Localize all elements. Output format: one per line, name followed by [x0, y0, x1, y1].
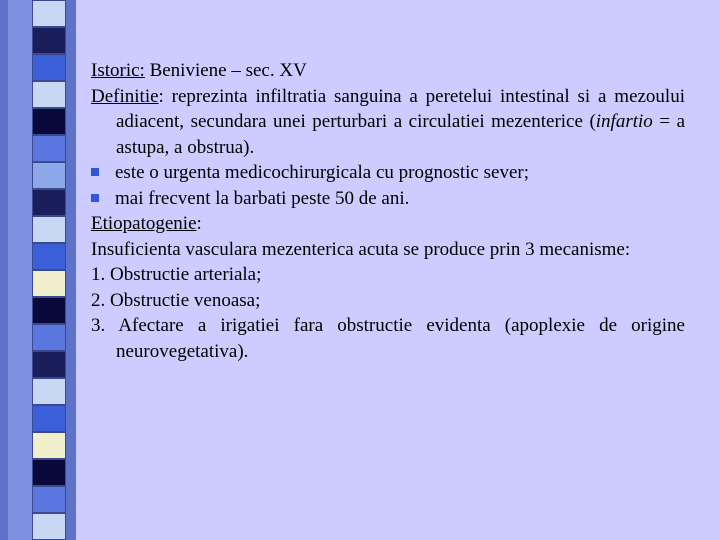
strip-block — [32, 0, 66, 27]
strip-block — [32, 162, 66, 189]
strip-block — [32, 27, 66, 54]
square-bullet-icon — [91, 168, 99, 176]
definitie-label: Definitie — [91, 85, 159, 107]
istoric-label: Istoric: — [91, 60, 145, 81]
definitie-text-end: = a astupa, a obstrua). — [116, 111, 685, 158]
slide-content — [91, 58, 685, 364]
decorative-strip — [0, 0, 76, 540]
istoric-paragraph — [91, 58, 685, 84]
etiopatogenie-heading — [91, 211, 685, 237]
definitie-text: : reprezinta infiltratia sanguina a peretelui intestinal si a mezoului adiacent, secundara unei perturbari a circulatiei mezenterice ( — [116, 85, 685, 132]
definitie-paragraph — [91, 84, 685, 161]
strip-block — [32, 513, 66, 540]
insuficienta-paragraph: Insuficienta vasculara mezenterica acuta se produce prin 3 mecanisme: — [91, 238, 631, 260]
strip-block — [32, 405, 66, 432]
strip-block — [32, 324, 66, 351]
istoric-text: Beniviene – sec. XV — [144, 60, 307, 81]
etiopatogenie-label: Etiopatogenie — [91, 213, 197, 234]
bullet-item — [91, 160, 685, 186]
definitie-italic-term: infartio — [595, 111, 653, 132]
bullet-item — [91, 186, 685, 212]
strip-block — [32, 189, 66, 216]
mechanism-item: 2. Obstructie venoasa; — [91, 289, 261, 311]
bullet-text: este o urgenta medicochirurgicala cu prognostic sever; — [115, 162, 529, 183]
strip-block — [32, 216, 66, 243]
strip-block — [32, 297, 66, 324]
strip-block — [32, 108, 66, 135]
strip-block — [32, 135, 66, 162]
strip-block — [32, 378, 66, 405]
strip-block — [32, 486, 66, 513]
etiopatogenie-colon: : — [196, 213, 202, 234]
strip-block — [32, 459, 66, 486]
strip-block — [32, 54, 66, 81]
strip-block — [32, 270, 66, 297]
strip-block — [32, 243, 66, 270]
mechanism-item: 1. Obstructie arteriala; — [91, 264, 262, 285]
strip-block — [32, 351, 66, 378]
mechanism-item: 3. Afectare a irigatiei fara obstructie evidenta (apoplexie de origine neurovegetativa). — [91, 315, 685, 362]
bullet-text: mai frecvent la barbati peste 50 de ani. — [115, 187, 410, 209]
strip-block — [32, 81, 66, 108]
square-bullet-icon — [91, 194, 99, 202]
strip-block — [32, 432, 66, 459]
